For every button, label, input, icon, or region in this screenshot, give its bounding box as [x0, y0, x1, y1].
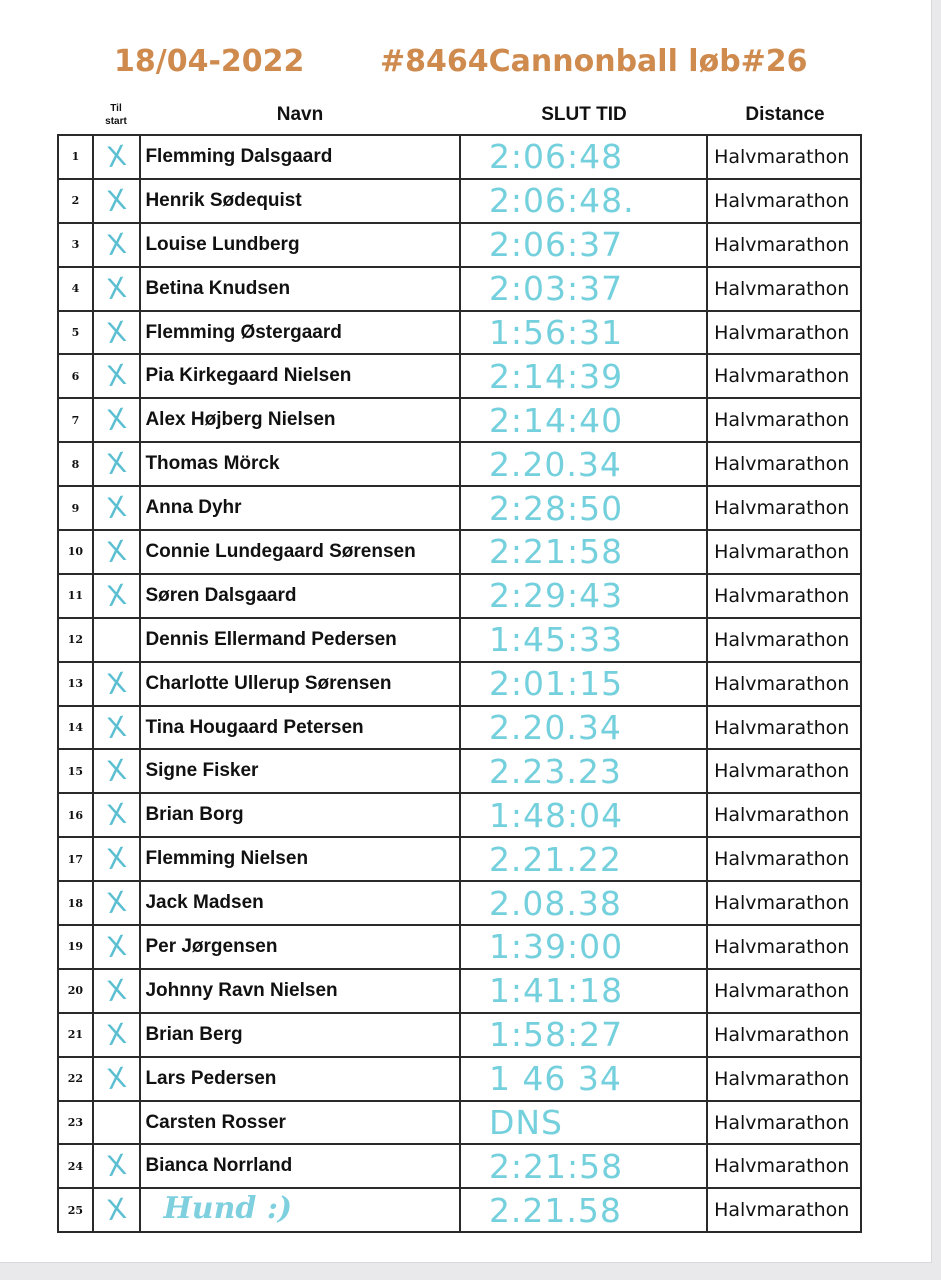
- start-check-mark: X: [104, 226, 129, 262]
- start-check-mark: X: [104, 709, 129, 745]
- distance: Halvmarathon: [707, 267, 861, 311]
- runner-name: Flemming Østergaard: [140, 311, 459, 355]
- finish-time: 2.21.22: [460, 837, 707, 881]
- row-number: 23: [58, 1101, 93, 1145]
- table-row: [58, 267, 861, 311]
- finish-time: 1 46 34: [460, 1057, 707, 1101]
- distance: Halvmarathon: [707, 662, 861, 706]
- table-row: [58, 354, 861, 398]
- start-check-cell: [93, 223, 141, 267]
- start-check-cell: [93, 1144, 141, 1188]
- start-check-mark: X: [104, 182, 129, 219]
- finish-time: 1:56:31: [460, 311, 707, 355]
- start-check-mark: X: [104, 797, 129, 833]
- row-number: 2: [58, 179, 93, 223]
- distance: Halvmarathon: [707, 223, 861, 267]
- table-row: [58, 706, 861, 750]
- start-check-mark: X: [104, 270, 129, 306]
- start-check-mark: X: [104, 489, 129, 526]
- table-row: [58, 135, 861, 179]
- row-number: 21: [58, 1013, 93, 1057]
- row-number: 18: [58, 881, 93, 925]
- row-number: 19: [58, 925, 93, 969]
- start-check-cell: [93, 749, 141, 793]
- runner-name: [140, 1188, 459, 1232]
- table-row: [58, 925, 861, 969]
- table-row: [58, 881, 861, 925]
- runner-name: Johnny Ravn Nielsen: [140, 969, 459, 1013]
- sheet-header: [0, 44, 931, 88]
- finish-time: 2.23.23: [460, 749, 707, 793]
- runner-name: Henrik Sødequist: [140, 179, 459, 223]
- start-check-cell: [93, 881, 141, 925]
- start-check-mark: X: [104, 972, 129, 1009]
- row-number: 17: [58, 837, 93, 881]
- race-date: 18/04-2022: [114, 44, 305, 79]
- row-number: 6: [58, 354, 93, 398]
- table-row: [58, 442, 861, 486]
- results-table: [57, 134, 862, 1233]
- column-header-start-line1: Til: [110, 103, 122, 114]
- table-row: [58, 749, 861, 793]
- runner-name: Per Jørgensen: [140, 925, 459, 969]
- row-number: 22: [58, 1057, 93, 1101]
- distance: Halvmarathon: [707, 311, 861, 355]
- finish-time: 2:21:58: [460, 530, 707, 574]
- start-check-mark: X: [104, 577, 129, 614]
- row-number: 4: [58, 267, 93, 311]
- start-check-mark: X: [104, 358, 129, 394]
- row-number: 11: [58, 574, 93, 618]
- start-check-mark: X: [104, 665, 129, 701]
- table-row: [58, 662, 861, 706]
- runner-name: Flemming Nielsen: [140, 837, 459, 881]
- finish-time: 2.20.34: [460, 442, 707, 486]
- table-row: [58, 837, 861, 881]
- runner-name: Louise Lundberg: [140, 223, 459, 267]
- table-row: [58, 1013, 861, 1057]
- start-check-cell: [93, 618, 141, 662]
- table-row: [58, 311, 861, 355]
- distance: Halvmarathon: [707, 530, 861, 574]
- finish-time: 2.08.38: [460, 881, 707, 925]
- runner-name: Brian Borg: [140, 793, 459, 837]
- start-check-cell: [93, 662, 141, 706]
- start-check-cell: [93, 969, 141, 1013]
- start-check-cell: [93, 793, 141, 837]
- start-check-cell: [93, 1188, 141, 1232]
- row-number: 7: [58, 398, 93, 442]
- runner-name: Betina Knudsen: [140, 267, 459, 311]
- start-check-cell: [93, 837, 141, 881]
- table-row: [58, 618, 861, 662]
- start-check-cell: [93, 442, 141, 486]
- start-check-cell: [93, 530, 141, 574]
- row-number: 16: [58, 793, 93, 837]
- distance: Halvmarathon: [707, 486, 861, 530]
- start-check-cell: [93, 311, 141, 355]
- row-number: 9: [58, 486, 93, 530]
- start-check-cell: [93, 1013, 141, 1057]
- start-check-mark: X: [104, 1192, 129, 1228]
- distance: Halvmarathon: [707, 179, 861, 223]
- table-row: [58, 1144, 861, 1188]
- row-number: 24: [58, 1144, 93, 1188]
- start-check-cell: [93, 135, 141, 179]
- runner-name: Brian Berg: [140, 1013, 459, 1057]
- finish-time: 2:21:58: [460, 1144, 707, 1188]
- finish-time: 2.21.58: [460, 1188, 707, 1232]
- table-row: [58, 793, 861, 837]
- distance: Halvmarathon: [707, 749, 861, 793]
- runner-name: Thomas Mörck: [140, 442, 459, 486]
- table-row: [58, 179, 861, 223]
- row-number: 5: [58, 311, 93, 355]
- distance: Halvmarathon: [707, 1101, 861, 1145]
- distance: Halvmarathon: [707, 925, 861, 969]
- table-row: [58, 530, 861, 574]
- distance: Halvmarathon: [707, 1057, 861, 1101]
- finish-time: 2:06:48: [460, 135, 707, 179]
- row-number: 1: [58, 135, 93, 179]
- start-check-cell: [93, 398, 141, 442]
- start-check-mark: X: [104, 928, 129, 965]
- finish-time: 2:14:40: [460, 398, 707, 442]
- distance: Halvmarathon: [707, 398, 861, 442]
- distance: Halvmarathon: [707, 354, 861, 398]
- finish-time: 2:29:43: [460, 574, 707, 618]
- finish-time: 2:14:39: [460, 354, 707, 398]
- table-row: [58, 574, 861, 618]
- row-number: 25: [58, 1188, 93, 1232]
- distance: Halvmarathon: [707, 135, 861, 179]
- start-check-mark: X: [104, 1016, 129, 1052]
- distance: Halvmarathon: [707, 574, 861, 618]
- row-number: 10: [58, 530, 93, 574]
- runner-name: Signe Fisker: [140, 749, 459, 793]
- finish-time: DNS: [460, 1101, 707, 1145]
- row-number: 8: [58, 442, 93, 486]
- table-row: [58, 486, 861, 530]
- start-check-mark: X: [104, 884, 129, 921]
- table-row: [58, 1188, 861, 1232]
- table-row: [58, 969, 861, 1013]
- start-check-cell: [93, 706, 141, 750]
- column-header-distance: Distance: [745, 104, 825, 125]
- start-check-mark: X: [104, 446, 129, 482]
- finish-time: 2:06:48.: [460, 179, 707, 223]
- finish-time: 1:39:00: [460, 925, 707, 969]
- finish-time: 2.20.34: [460, 706, 707, 750]
- runner-name: Charlotte Ullerup Sørensen: [140, 662, 459, 706]
- column-header-name: Navn: [276, 104, 324, 125]
- distance: Halvmarathon: [707, 706, 861, 750]
- start-check-cell: [93, 574, 141, 618]
- start-check-cell: [93, 486, 141, 530]
- row-number: 3: [58, 223, 93, 267]
- row-number: 20: [58, 969, 93, 1013]
- start-check-mark: X: [104, 753, 129, 789]
- start-check-cell: [93, 925, 141, 969]
- start-check-mark: X: [104, 841, 129, 877]
- column-header-time: SLUT TID: [541, 104, 627, 125]
- table-row: [58, 223, 861, 267]
- distance: Halvmarathon: [707, 793, 861, 837]
- runner-name: Søren Dalsgaard: [140, 574, 459, 618]
- finish-time: 1:45:33: [460, 618, 707, 662]
- column-header-start-line2: start: [105, 116, 127, 127]
- distance: Halvmarathon: [707, 1144, 861, 1188]
- row-number: 15: [58, 749, 93, 793]
- finish-time: 1:48:04: [460, 793, 707, 837]
- start-check-cell: [93, 179, 141, 223]
- table-row: [58, 398, 861, 442]
- distance: Halvmarathon: [707, 442, 861, 486]
- results-table-body: [58, 135, 861, 1232]
- finish-time: 2:28:50: [460, 486, 707, 530]
- table-row: [58, 1057, 861, 1101]
- start-check-mark: X: [104, 402, 129, 438]
- runner-name: Pia Kirkegaard Nielsen: [140, 354, 459, 398]
- finish-time: 2:06:37: [460, 223, 707, 267]
- start-check-cell: [93, 354, 141, 398]
- distance: Halvmarathon: [707, 881, 861, 925]
- table-row: [58, 1101, 861, 1145]
- runner-name: Flemming Dalsgaard: [140, 135, 459, 179]
- runner-name: Carsten Rosser: [140, 1101, 459, 1145]
- runner-name: Alex Højberg Nielsen: [140, 398, 459, 442]
- start-check-mark: X: [104, 138, 129, 175]
- runner-name: Bianca Norrland: [140, 1144, 459, 1188]
- distance: Halvmarathon: [707, 1188, 861, 1232]
- row-number: 13: [58, 662, 93, 706]
- start-check-mark: X: [104, 314, 129, 350]
- finish-time: 1:58:27: [460, 1013, 707, 1057]
- start-check-mark: X: [104, 533, 129, 570]
- start-check-mark: X: [104, 1148, 129, 1184]
- runner-name: Anna Dyhr: [140, 486, 459, 530]
- start-check-cell: [93, 1057, 141, 1101]
- runner-name: Jack Madsen: [140, 881, 459, 925]
- finish-time: 2:03:37: [460, 267, 707, 311]
- column-header-start: [92, 96, 140, 134]
- race-title: #8464Cannonball løb#26: [380, 44, 808, 79]
- handwritten-note: Hund :): [163, 1191, 293, 1227]
- row-number: 14: [58, 706, 93, 750]
- distance: Halvmarathon: [707, 1013, 861, 1057]
- row-number: 12: [58, 618, 93, 662]
- start-check-cell: [93, 267, 141, 311]
- distance: Halvmarathon: [707, 969, 861, 1013]
- finish-time: 2:01:15: [460, 662, 707, 706]
- runner-name: Connie Lundegaard Sørensen: [140, 530, 459, 574]
- start-check-mark: X: [104, 1060, 129, 1096]
- runner-name: Dennis Ellermand Pedersen: [140, 618, 459, 662]
- start-check-cell: [93, 1101, 141, 1145]
- runner-name: Lars Pedersen: [140, 1057, 459, 1101]
- runner-name: Tina Hougaard Petersen: [140, 706, 459, 750]
- finish-time: 1:41:18: [460, 969, 707, 1013]
- distance: Halvmarathon: [707, 618, 861, 662]
- distance: Halvmarathon: [707, 837, 861, 881]
